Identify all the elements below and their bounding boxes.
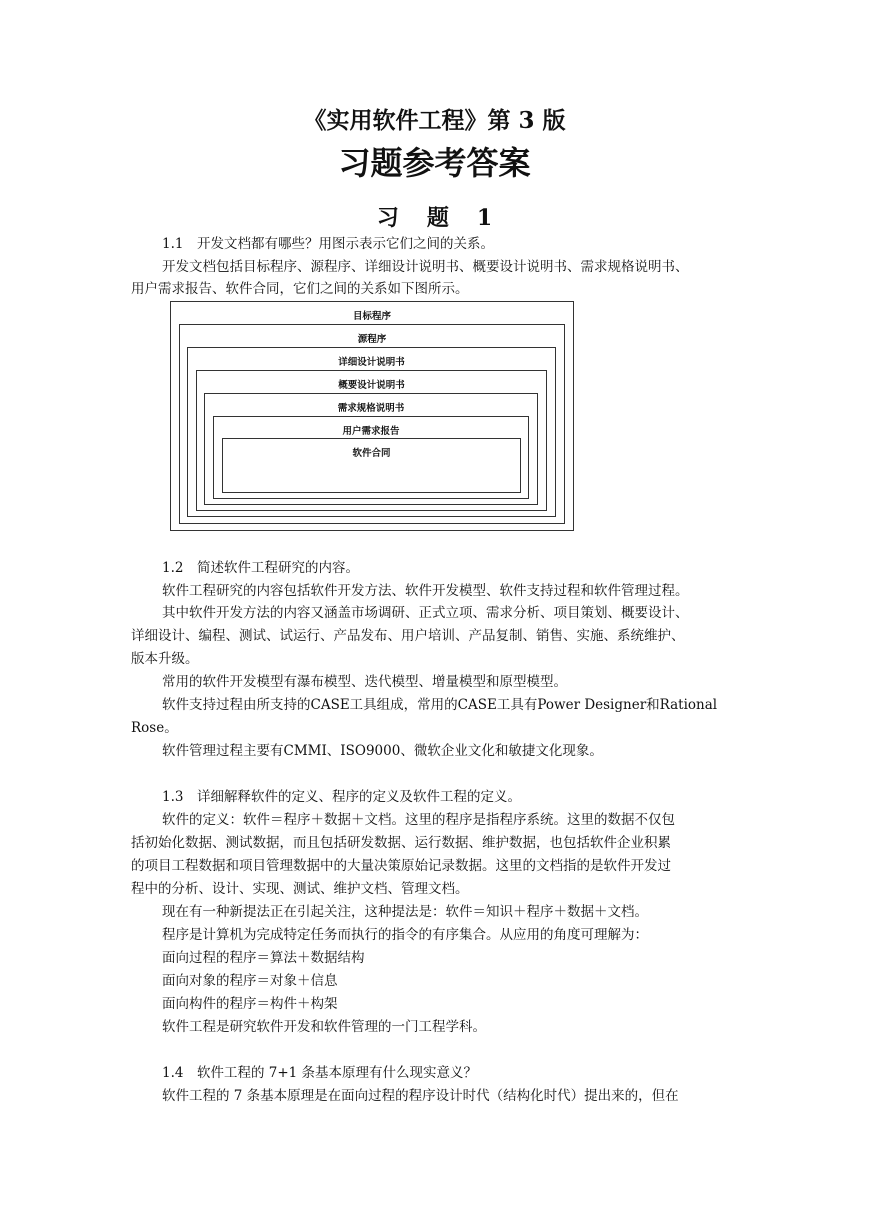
section-heading-number: 1 <box>476 205 493 231</box>
answer-1-2-line: 版本升级。 <box>131 651 199 667</box>
answer-1-3-line: 的项目工程数据和项目管理数据中的大量决策原始记录数据。这里的文档指的是软件开发过 <box>131 858 671 874</box>
question-1-1: 1.1 开发文档都有哪些？用图示表示它们之间的关系。 <box>162 236 494 252</box>
answer-1-2-line: 其中软件开发方法的内容又涵盖市场调研、正式立项、需求分析、项目策划、概要设计、 <box>162 605 689 621</box>
answer-1-3-line: 程中的分析、设计、实现、测试、维护文档、管理文档。 <box>131 881 469 897</box>
section-heading <box>0 201 869 232</box>
answer-1-2-line: 软件工程研究的内容包括软件开发方法、软件开发模型、软件支持过程和软件管理过程。 <box>162 583 689 599</box>
answer-1-2-line: 软件支持过程由所支持的CASE工具组成，常用的CASE工具有Power Designer和Rational <box>162 697 718 713</box>
question-1-4: 1.4 软件工程的 7+1 条基本原理有什么现实意义？ <box>162 1065 478 1081</box>
diagram-layer-label: 概要设计说明书 <box>338 380 405 391</box>
section-heading-char: 习 <box>376 205 399 231</box>
answer-1-3-line: 面向构件的程序＝构件＋构架 <box>162 996 338 1012</box>
answer-1-2-line: 软件管理过程主要有CMMI、ISO9000、微软企业文化和敏捷文化现象。 <box>162 743 603 759</box>
doc-title: 《实用软件工程》第 3 版 <box>303 107 566 134</box>
diagram-layer-box <box>222 438 521 493</box>
answer-1-2-line: 常用的软件开发模型有瀑布模型、迭代模型、增量模型和原型模型。 <box>162 674 567 690</box>
answer-1-3-line: 软件工程是研究软件开发和软件管理的一门工程学科。 <box>162 1019 486 1035</box>
diagram-layer-label: 源程序 <box>357 334 387 345</box>
question-1-3: 1.3 详细解释软件的定义、程序的定义及软件工程的定义。 <box>162 789 521 805</box>
diagram-layer-label: 需求规格说明书 <box>337 403 405 414</box>
diagram-layer-label: 软件合同 <box>352 448 391 459</box>
answer-1-3-line: 程序是计算机为完成特定任务而执行的指令的有序集合。从应用的角度可理解为： <box>162 927 648 943</box>
answer-1-1-line: 开发文档包括目标程序、源程序、详细设计说明书、概要设计说明书、需求规格说明书、 <box>162 259 689 275</box>
section-heading-char: 题 <box>426 205 449 231</box>
diagram-layer-label: 详细设计说明书 <box>338 357 405 368</box>
answer-1-1-line: 用户需求报告、软件合同，它们之间的关系如下图所示。 <box>131 281 469 297</box>
answer-1-2-line: 详细设计、编程、测试、试运行、产品发布、用户培训、产品复制、销售、实施、系统维护、 <box>131 628 685 644</box>
diagram-layer-label: 目标程序 <box>352 311 391 322</box>
answer-1-4-line: 软件工程的 7 条基本原理是在面向过程的程序设计时代（结构化时代）提出来的，但在 <box>162 1088 679 1104</box>
answer-1-2-line: Rose。 <box>131 720 178 736</box>
answer-1-3-line: 面向过程的程序＝算法＋数据结构 <box>162 950 365 966</box>
answer-1-3-line: 括初始化数据、测试数据，而且包括研发数据、运行数据、维护数据，也包括软件企业积累 <box>131 835 671 851</box>
answer-1-3-line: 现在有一种新提法正在引起关注，这种提法是：软件＝知识＋程序＋数据＋文档。 <box>162 904 648 920</box>
answer-1-3-line: 面向对象的程序＝对象＋信息 <box>162 973 338 989</box>
answer-1-3-line: 软件的定义：软件＝程序＋数据＋文档。这里的程序是指程序系统。这里的数据不仅包 <box>162 812 675 828</box>
diagram-layer-label: 用户需求报告 <box>342 426 400 437</box>
doc-subtitle: 习题参考答案 <box>338 144 531 182</box>
question-1-2: 1.2 简述软件工程研究的内容。 <box>162 560 359 576</box>
